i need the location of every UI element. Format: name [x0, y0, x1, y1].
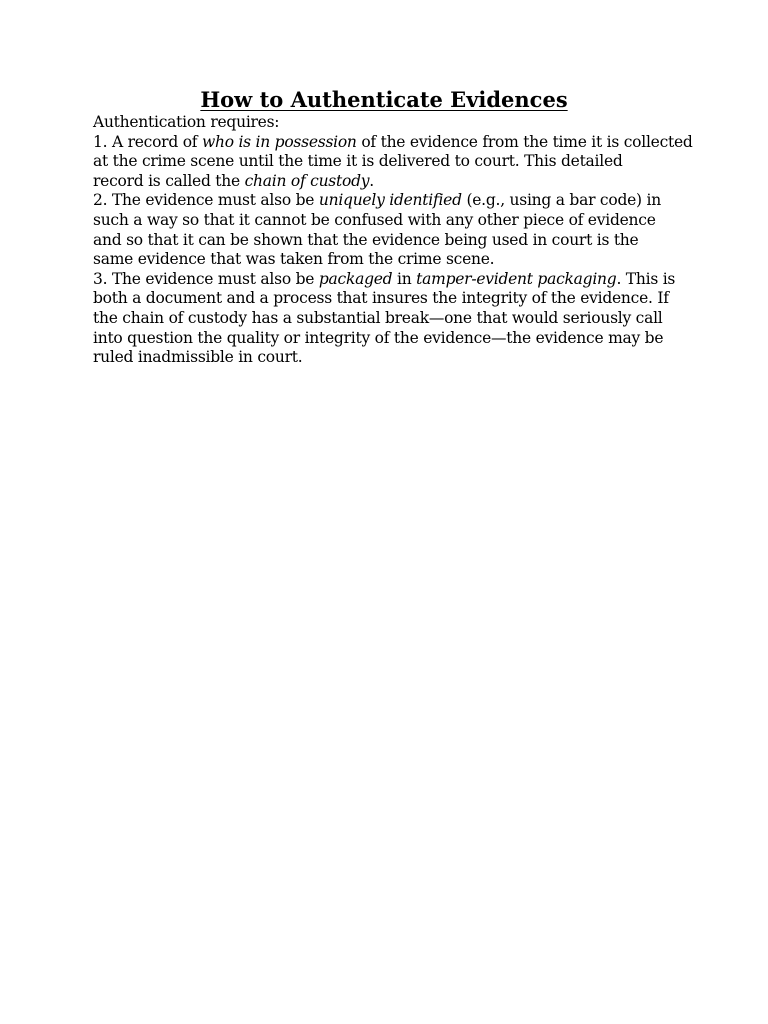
document-title: How to Authenticate Evidences [200, 87, 568, 112]
item2-line2: such a way so that it cannot be confused with any other piece of evidence [93, 210, 656, 229]
item1-line3 [93, 172, 693, 192]
item3-line5: ruled inadmissible in court. [93, 348, 303, 367]
item2-line1 [93, 191, 693, 211]
item3-emphasis-packaged: packaged [318, 269, 393, 288]
item3-line1-start: 3. The evidence must also be [93, 269, 319, 288]
item3-line2: both a document and a process that insures the integrity of the evidence. If [93, 289, 669, 308]
item1-line2: at the crime scene until the time it is delivered to court. This detailed [93, 152, 623, 171]
intro-line: Authentication requires: [93, 113, 280, 131]
item2-emphasis-uniquely-identified: uniquely identified [318, 191, 462, 210]
item1-line1 [93, 133, 693, 153]
item3-line1-end: . This is [616, 269, 676, 288]
item3-line1-mid: in [392, 269, 417, 288]
item2-line3: and so that it can be shown that the evidence being used in court is the [93, 230, 639, 249]
item2-line4: same evidence that was taken from the crime scene. [93, 250, 495, 269]
item3-line1 [93, 270, 693, 290]
item1-line3-start: record is called the [93, 171, 245, 190]
item1-emphasis-possession: who is in possession [201, 132, 357, 151]
item1-line3-end: . [369, 171, 374, 190]
item3-line3: the chain of custody has a substantial break—one that would seriously call [93, 308, 663, 327]
item3-emphasis-tamper-evident: tamper-evident packaging [416, 269, 617, 288]
item2-line1-start: 2. The evidence must also be [93, 191, 319, 210]
item3-line4: into question the quality or integrity of the evidence—the evidence may be [93, 328, 664, 347]
item1-line1-start: 1. A record of [93, 132, 202, 151]
item1-line1-end: of the evidence from the time it is collected [356, 132, 693, 151]
item2-line1-end: (e.g., using a bar code) in [461, 191, 661, 210]
document-body [93, 113, 693, 368]
item1-emphasis-chain-of-custody: chain of custody [244, 171, 370, 190]
